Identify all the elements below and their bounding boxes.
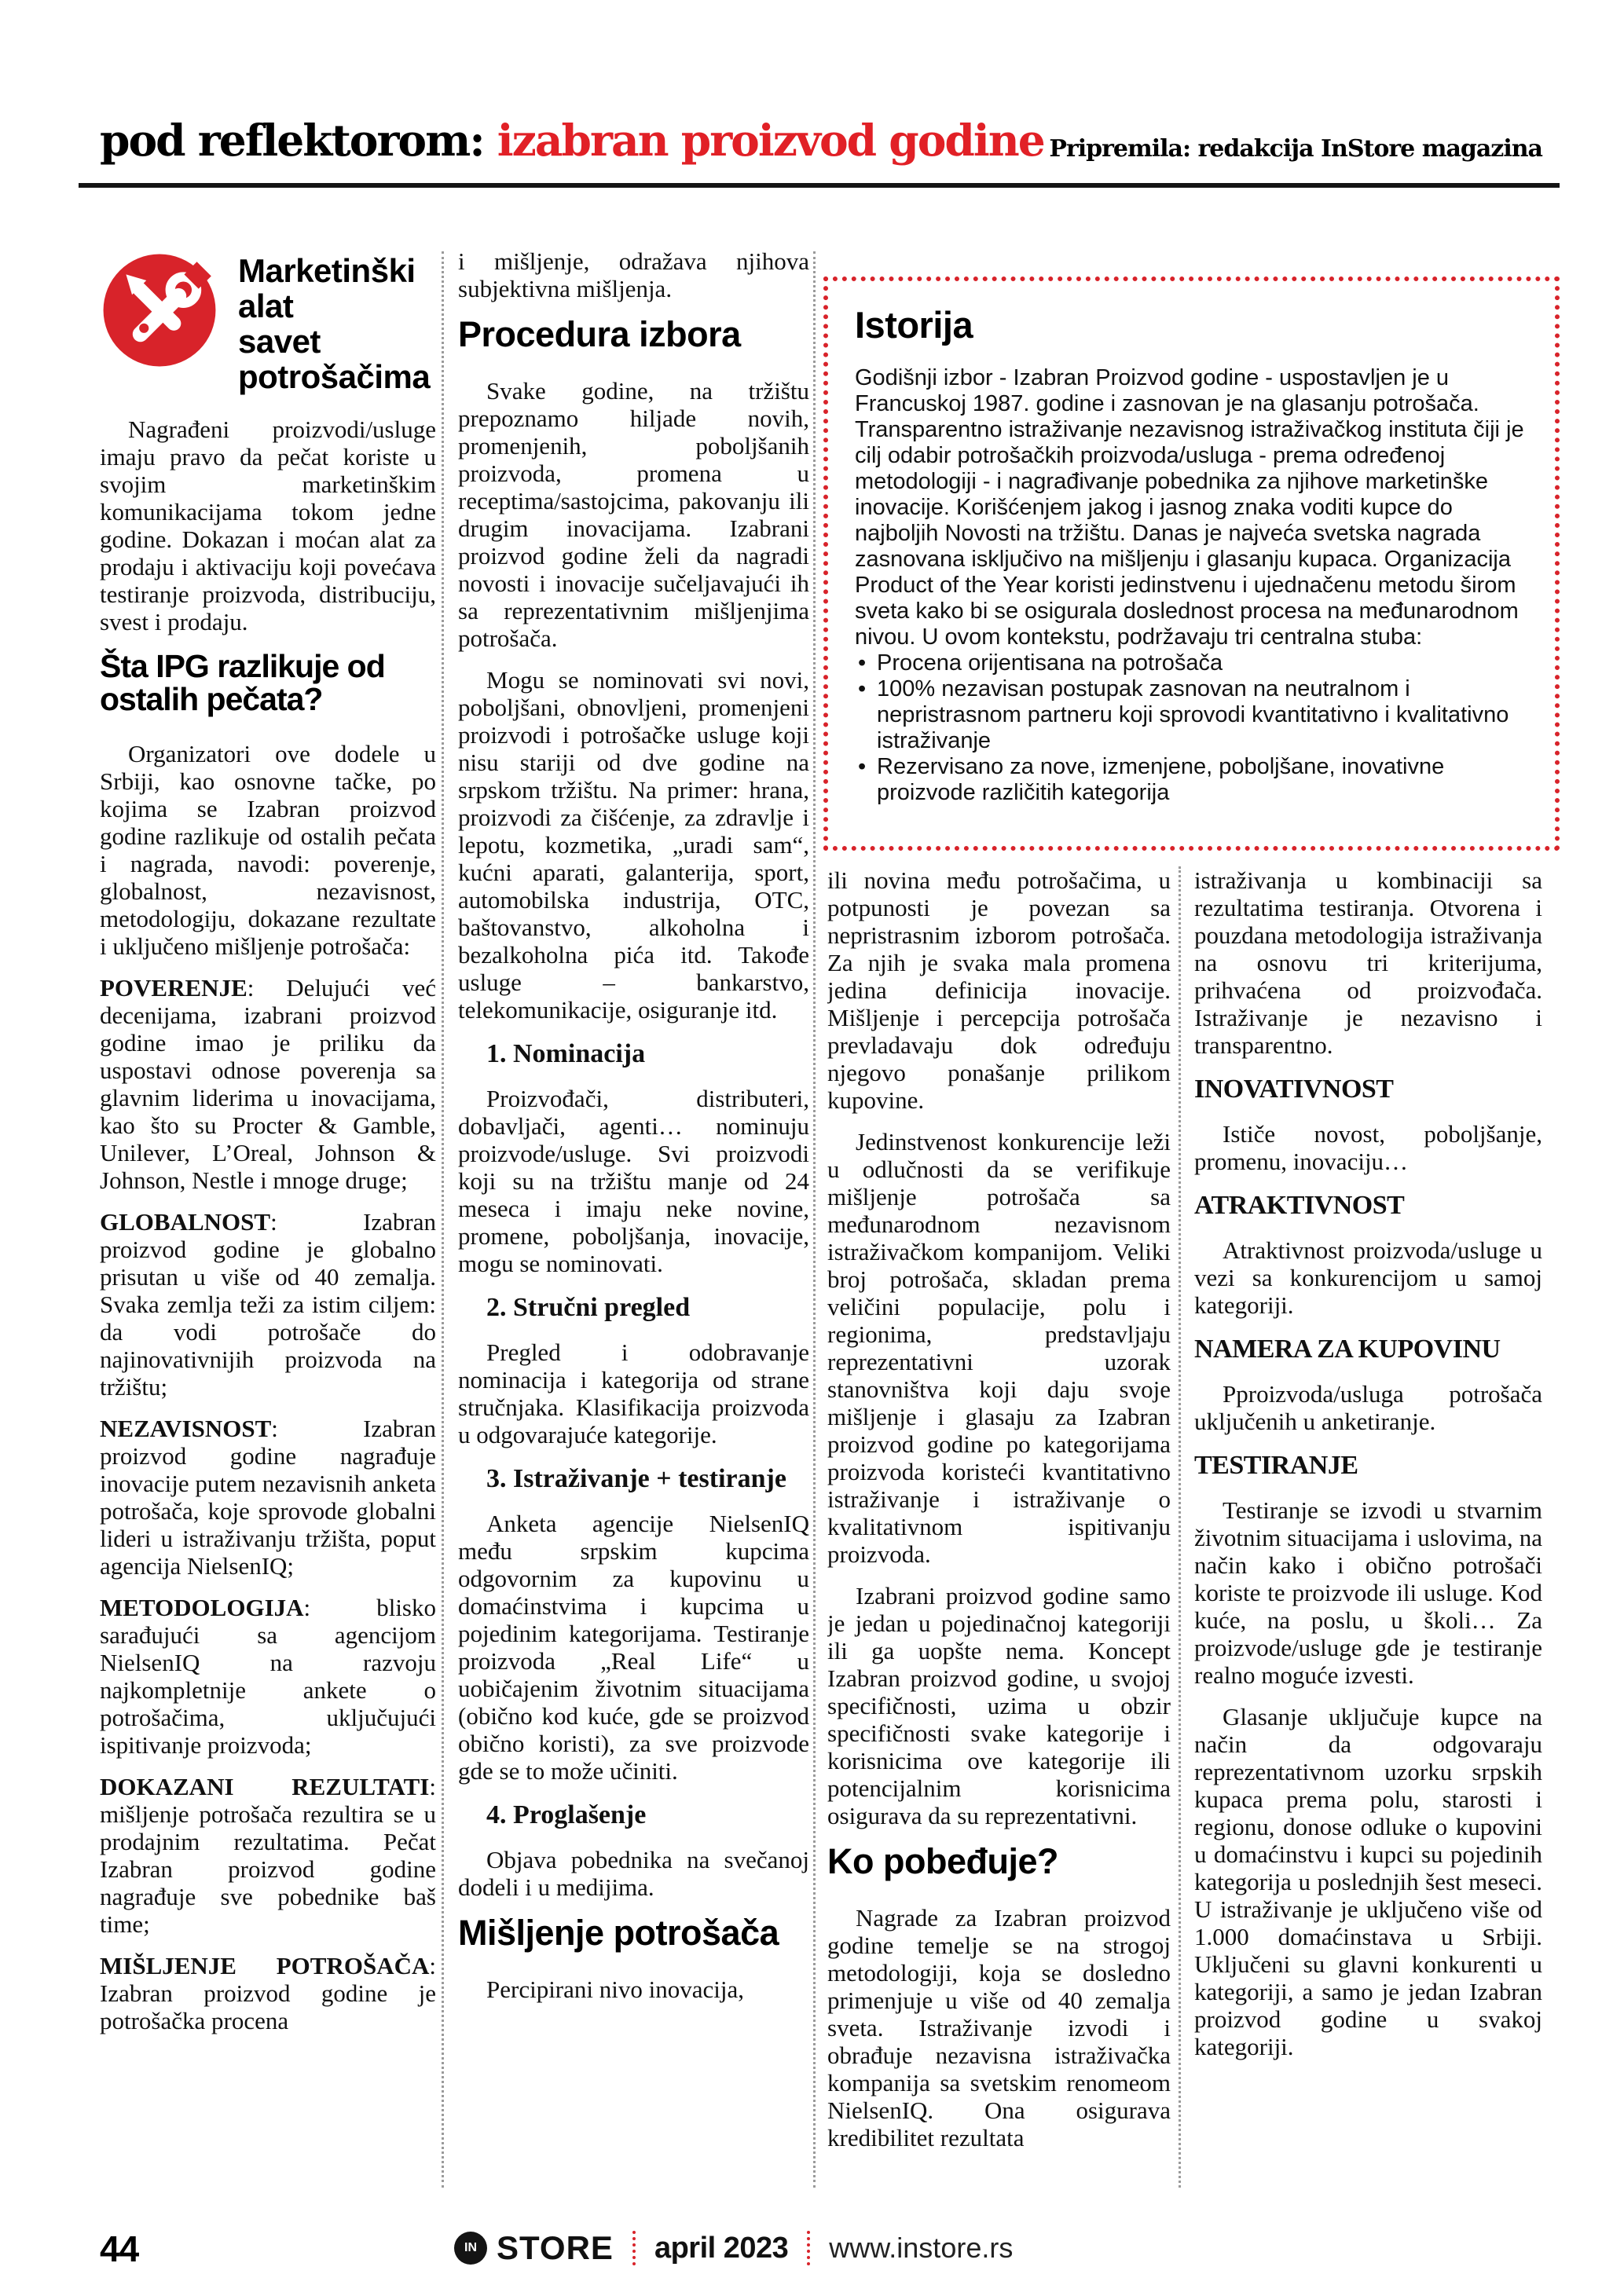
marketing-tool-badge [100,251,436,395]
paragraph: Jedinstvenost konkurencije leži u odlučnosti da se verifikuje mišljenje potrošača sa međunarodnom nezavisnom istraživačkom kompanijom. Veliki broj potrošača, skladan prema veličini populacije, polu i regionima, predstavljaju reprezentativni uzorak stanovništva koji daju svoje mišljenje i glasaju za Izabran proizvod godine po kategorijama proizvoda koristeći kvantitativno istraživanje i istraživanje o kvalitativnom ispitivanju proizvoda. [827,1128,1171,1568]
list-item: • 100% nezavisan postupak zasnovan na neutralnom i nepristrasnom partneru koji sprovodi kvantitativno i kvalitativno istraživanje [855,676,1528,754]
paragraph: Percipirani nivo inovacija, [486,1975,744,2003]
term-text: : blisko sarađujući sa agencijom NielsenIQ na razvoju najkompletnije ankete o potrošačima, uključujući ispitivanje proizvoda; [100,1594,436,1759]
step-title: 2. Stručni pregled [486,1292,691,1322]
footer-divider [807,2231,810,2265]
intro-paragraph: Nagrađeni proizvodi/usluge imaju pravo da pečat koriste u svojim marketinškim komunikacijama tokom jedne godine. Dokazan i moćan alat za prodaju i aktivaciju koji povećava testiranje proizvoda, distribuciju, svest i prodaju. [100,415,436,635]
step-title: 1. Nominacija [486,1038,646,1068]
column-divider [1179,866,1181,2188]
section-kicker [100,115,1044,166]
instore-logo-text: STORE [497,2229,614,2266]
term-paragraph [100,1208,436,1401]
criteria-text: Atraktivnost proizvoda/usluge u vezi sa konkurencijom u samoj kategoriji. [1194,1236,1542,1319]
header-rule [79,183,1560,188]
badge-title-line: savet [238,322,321,360]
paragraph: Izabrani proizvod godine samo je jedan u pojedinačnoj kategoriji ili ga uopšte nema. Koncept Izabran proizvod godine, u svojoj specifičnosti, uzima u obzir specifičnosti svake kategorije i korisnicima ove kategorije ili potencijalnim korisnicima osigurava da su reprezentativni. [827,1582,1171,1829]
criteria-text: Pproizvoda/usluga potrošača uključenih u anketiranje. [1194,1380,1542,1435]
issue-date: april 2023 [654,2231,789,2265]
term-text: : Delujući već decenijama, izabrani proizvod godine imao je priliku da uspostavi odnose poverenja sa glavnim liderima u inovacijama, kao što su Procter & Gamble, Unilever, L’Oreal, Johnson & Johnson, Nestle i mnoge druge; [100,974,436,1194]
instore-logo [454,2229,614,2267]
step-title: 4. Proglašenje [486,1800,647,1829]
list-item: • Rezervisano za nove, izmenjene, poboljšane, inovativne proizvode različitih kategorija [855,754,1528,806]
badge-title-line: Marketinški [238,252,416,289]
criteria-title: ATRAKTIVNOST [1194,1191,1405,1220]
column-3 [827,866,1171,2195]
badge-title [238,251,430,395]
step-text: Proizvođači, distributeri, dobavljači, agenti… nominuju proizvode/usluge. Svi proizvodi koji su na tržištu manje od 24 meseca i imaju neke novine, promene, poboljšanja, inovacije, mogu se nominovati. [458,1084,809,1277]
tools-icon [100,251,219,370]
badge-title-line: potrošačima [238,357,431,395]
criteria-title: NAMERA ZA KUPOVINU [1194,1335,1501,1364]
step-title: 3. Istraživanje + testiranje [486,1463,786,1493]
term-text: : Izabran proizvod godine je globalno prisutan u više od 40 zemalja. Svaka zemlja teži za istim ciljem: da vodi potrošače do najinovativnijih proizvoda na tržištu; [100,1208,436,1401]
subheading-procedura: Procedura izbora [458,314,741,354]
term-paragraph [100,1415,436,1580]
kicker-red: izabran proizvod godine [497,115,1044,166]
paragraph: Nagrade za Izabran proizvod godine temelje se na strogoj metodologiji, koja se dosledno primenjuje u više od 40 zemalja sveta. Istraživanje izvodi i obrađuje nezavisna istraživačka kompanija sa svetskim renomeom NielsenIQ. Ona osigurava kredibilitet rezultata [827,1903,1171,2151]
footer [454,2226,1013,2270]
website-url: www.instore.rs [829,2232,1014,2264]
list-item: • Procena orijentisana na potrošača [855,650,1528,676]
history-text: Godišnji izbor - Izabran Proizvod godine - uspostavljen je u Francuskoj 1987. godine i zasnovan je na glasanju potrošača. Transparentno istraživanje nezavisnog istraživačkog instituta čiji je cilj odabir potrošačkih proizvoda/usluga - prema određenoj metodologiji - i nagrađivanje pobednika za njihove marketinške inovacije. Korišćenjem jakog i jasnog znaka voditi kupce do najboljih Novosti na tržištu. Danas je najveća svetska nagrada zasnovana isključivo na mišljenju i glasanju kupaca. Organizacija Product of the Year koristi jedinstvenu i ujednačenu metodu širom sveta kako bi se osigurala doslednost procesa na međunarodnom nivou. U ovom kontekstu, podržavaju tri centralna stuba: [855,365,1524,650]
subheading-ipg: Šta IPG razlikuje od ostalih pečata? [100,647,385,718]
column-divider [442,251,444,2188]
term-text: : Izabran proizvod godine nagrađuje inovacije putem nezavisnih anketa potrošača, koje sprovode globalni lideri u istraživanju tržišta, poput agencija NielsenIQ; [100,1415,436,1580]
history-bullets [855,650,1528,806]
term-label: POVERENJE [100,974,247,1002]
continuation-paragraph: istraživanja u kombinaciji sa rezultatima testiranja. Otvorena i pouzdana metodologija istraživanja na osnovu tri kriterijuma, prihvaćena od proizvođača. Istraživanje je nezavisno i transparentno. [1194,866,1542,1059]
subheading-misljenje: Mišljenje potrošača [458,1912,779,1953]
badge-title-line: alat [238,287,294,324]
continuation-paragraph: i mišljenje, odražava njihova subjektivna mišljenja. [458,247,809,302]
step-text: Pregled i odobravanje nominacija i kategorija od strane stručnjaka. Klasifikacija proizvoda u odgovarajuće kategorije. [458,1338,809,1448]
criteria-title: INOVATIVNOST [1194,1075,1394,1104]
criteria-text: Ističe novost, poboljšanje, promenu, inovaciju… [1194,1120,1542,1175]
term-paragraph [100,974,436,1194]
column-divider [813,251,816,2188]
criteria-text: Testiranje se izvodi u stvarnim životnim situacijama i uslovima, na način kako i obično potrošači koriste te proizvode ili usluge. Kod kuće, na poslu, u školi… Za proizvode/usluge gde je testiranje realno moguće izvesti. [1194,1496,1542,1689]
paragraph: Svake godine, na tržištu prepoznamo hiljade novih, promenjenih, poboljšanih proizvoda, promena u receptima/sastojcima, pakovanju ili drugim inovacijama. Izabrani proizvod godine želi da nagradi novosti i inovacije sučeljavajući ih sa reprezentativnim mišljenjima potrošača. [458,376,809,652]
history-box [823,276,1560,851]
paragraph: Glasanje uključuje kupce na način da odgovaraju reprezentativnom uzorku srpskih kupaca prema polu, starosti i regionu, donose odluke o kupovini u domaćinstvu i kupci su pojedinih kategorija u poslednjih šest meseci. U istraživanje je uključeno više od 1.000 domaćinstava u Srbiji. Uključeni su glavni konkurenti u kategoriji, a samo je jedan Izabran proizvod godine u svakoj kategoriji. [1194,1703,1542,2060]
footer-divider [632,2231,636,2265]
term-text: : mišljenje potrošača rezultira se u prodajnim rezultatima. Pečat Izabran proizvod godine nagrađuje sve pobednike baš time; [100,1773,436,1938]
continuation-paragraph: ili novina među potrošačima, u potpunosti je povezan sa nepristrasnim izborom potrošača. Za njih je svaka mala promena jedina definicija inovacije. Mišljenje i percepcija potrošača prevladavaju dok određuju njegovo ponašanje prilikom kupovine. [827,866,1171,1114]
term-label: NEZAVISNOST [100,1415,272,1442]
step-text: Anketa agencije NielsenIQ među srpskim kupcima odgovornim za kupovinu u domaćinstvima i kupcima u pojedinim kategorijama. Testiranje proizvoda „Real Life“ u uobičajenim životnim situacijama (obično kod kuće, gde se proizvod obično koristi), za sve proizvode gde se to može učiniti. [458,1509,809,1785]
term-label: GLOBALNOST [100,1208,271,1236]
term-paragraph [100,1594,436,1759]
column-4 [1194,866,1542,2195]
byline: Pripremila: redakcija InStore magazina [1049,135,1542,163]
term-label: METODOLOGIJA [100,1594,304,1621]
page-number: 44 [100,2228,139,2269]
column-1 [100,247,436,2195]
kicker-black: pod reflektorom: [100,115,497,166]
paragraph: Organizatori ove dodele u Srbiji, kao osnovne tačke, po kojima se Izabran proizvod godine razlikuje od ostalih pečata i nagrada, navodi: poverenje, globalnost, nezavisnost, metodologiju, dokazane rezultate i uključeno mišljenje potrošača: [100,740,436,960]
step-text: Objava pobednika na svečanoj dodeli i u medijima. [458,1845,809,1901]
term-label: MIŠLJENJE POTROŠAČA [100,1952,430,1979]
term-paragraph [100,1952,436,2034]
term-label: DOKAZANI REZULTATI [100,1773,430,1800]
instore-logo-icon: IN [454,2232,487,2265]
paragraph: Mogu se nominovati svi novi, poboljšani, obnovljeni, promenjeni proizvodi i potrošačke usluge koji nisu stariji od dve godine na srpskom tržištu. Na primer: hrana, proizvodi za čišćenje, za zdravlje i lepotu, kozmetika, „uradi sam“, kućni aparati, galanterija, sport, automobilska industrija, OTC, baštovanstvo, alkoholna i bezalkoholna pića itd. Takođe usluge – bankarstvo, telekomunikacije, osiguranje itd. [458,665,809,1023]
criteria-title: TESTIRANJE [1194,1451,1358,1480]
subheading-ko-pobedjuje: Ko pobeđuje? [827,1841,1058,1881]
term-paragraph [100,1773,436,1938]
term-text: : Izabran proizvod godine je potrošačka procena [100,1952,436,2034]
history-title: Istorija [855,304,973,346]
column-2 [458,247,809,2197]
